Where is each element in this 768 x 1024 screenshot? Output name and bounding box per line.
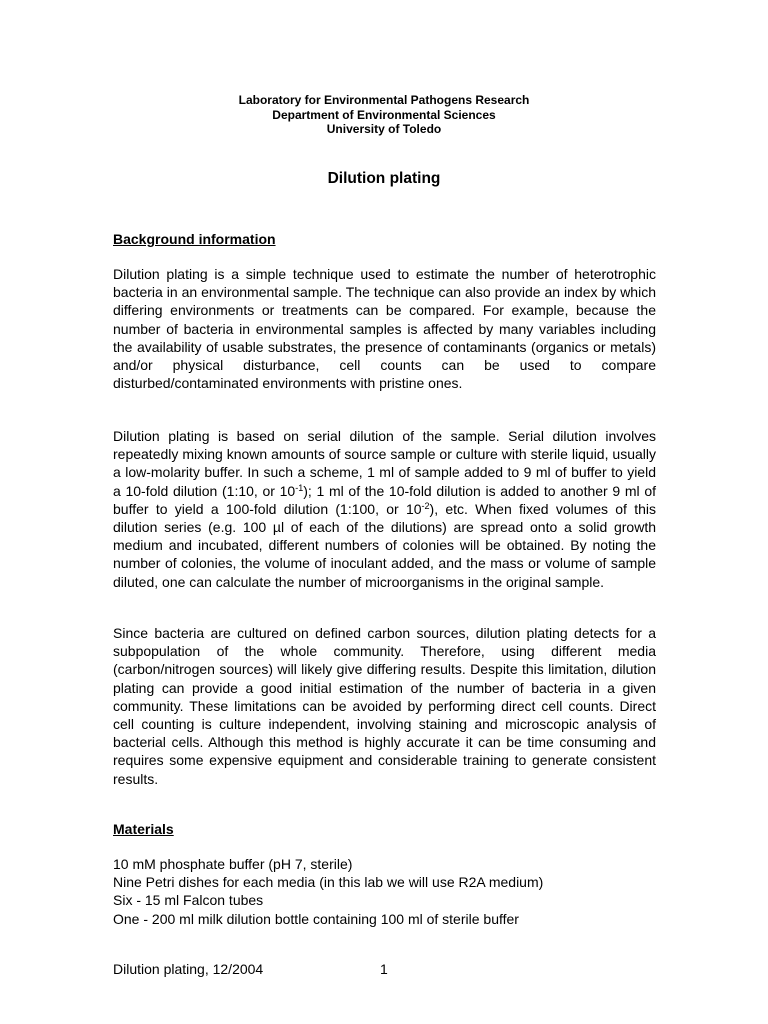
materials-list — [113, 855, 673, 928]
background-paragraph-2 — [113, 427, 656, 591]
institution-header — [0, 93, 768, 137]
background-heading: Background information — [113, 231, 276, 247]
p2-text-a: Dilution plating is based on serial dilution of the sample. Serial dilution involves repeatedly mixing known amounts of source sample or culture with sterile liquid, usually a low-molarity buffer. In such a scheme, 1 ml of sample added to 9 ml of buffer to yield a 10-fold dilution (1:10, or 10 — [113, 428, 656, 499]
header-lab-name: Laboratory for Environmental Pathogens Research — [238, 93, 530, 107]
p2-text-c: ), etc. When fixed volumes of this dilution series (e.g. 100 µl of each of the dilutions) are spread onto a solid growth medium and incubated, different numbers of colonies will be obtained. By noting the number of colonies, the volume of inoculant added, and the mass or volume of sample diluted, one can calculate the number of microorganisms in the original sample. — [113, 500, 656, 590]
header-university: University of Toledo — [326, 122, 442, 136]
header-department: Department of Environmental Sciences — [272, 107, 496, 122]
p2-superscript-1: -1 — [295, 482, 304, 493]
document-title: Dilution plating — [327, 170, 441, 187]
background-paragraph-1: Dilution plating is a simple technique used to estimate the number of heterotrophic bacteria in an environmental sample. The technique can also provide an index by which differing environments or treatments can be compared. For example, because the number of bacteria in environmental samples is affected by many variables including the availability of usable substrates, the presence of contaminants (organics or metals) and/or physical disturbance, cell counts can be used to compare disturbed/contaminated environments with pristine ones. — [113, 266, 656, 392]
materials-item: Nine Petri dishes for each media (in this lab we will use R2A medium) — [113, 874, 544, 891]
footer-page-number: 1 — [380, 961, 388, 977]
materials-item: 10 mM phosphate buffer (pH 7, sterile) — [113, 856, 353, 872]
footer-document-label: Dilution plating, 12/2004 — [113, 961, 264, 977]
materials-item: Six - 15 ml Falcon tubes — [113, 892, 264, 909]
background-paragraph-3: Since bacteria are cultured on defined carbon sources, dilution plating detects for a subpopulation of the whole community. Therefore, using different media (carbon/nitrogen sources) will likely give differing results. Despite this limitation, dilution plating can provide a good initial estimation of the number of bacteria in a given community. These limitations can be avoided by performing direct cell counts. Direct cell counting is culture independent, involving staining and microscopic analysis of bacterial cells. Although this method is highly accurate it can be time consuming and requires some expensive equipment and considerable training to generate consistent results. — [113, 625, 656, 787]
materials-heading: Materials — [113, 821, 174, 837]
p2-text-b: ); 1 ml of the 10-fold dilution is added to another 9 ml of buffer to yield a 100-fold dilution (1:100, or 10 — [113, 482, 657, 517]
p2-superscript-2: -2 — [421, 500, 430, 511]
materials-item: One - 200 ml milk dilution bottle containing 100 ml of sterile buffer — [113, 910, 519, 927]
